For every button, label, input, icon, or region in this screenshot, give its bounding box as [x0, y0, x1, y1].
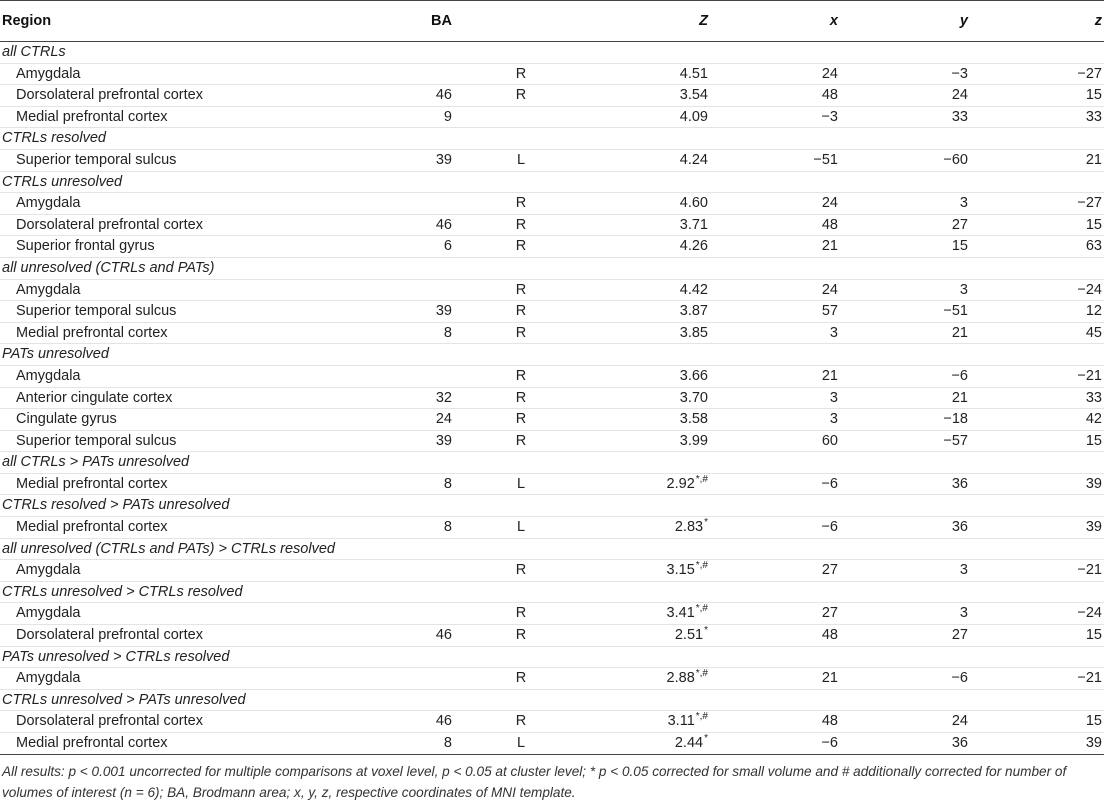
- cell-region: Superior temporal sulcus: [0, 149, 372, 171]
- cell-ba: [372, 193, 452, 215]
- cell-x: 57: [708, 301, 838, 323]
- cell-ba: [372, 560, 452, 582]
- cell-x: −6: [708, 733, 838, 755]
- z-score-value: 4.24: [679, 151, 708, 168]
- significance-marker: *,#: [695, 668, 708, 680]
- cell-z: 45: [968, 322, 1104, 344]
- cell-x: −6: [708, 517, 838, 539]
- cell-z: 33: [968, 387, 1104, 409]
- cell-z-score: [590, 149, 708, 171]
- cell-x: 21: [708, 668, 838, 690]
- significance-marker: *,#: [695, 603, 708, 615]
- group-label: CTRLs resolved: [0, 128, 1104, 150]
- z-score-value: 2.83: [674, 519, 704, 536]
- cell-z-score: [590, 409, 708, 431]
- cell-region: Anterior cingulate cortex: [0, 387, 372, 409]
- cell-z: 15: [968, 711, 1104, 733]
- cell-z-score: [590, 365, 708, 387]
- cell-y: 36: [838, 733, 968, 755]
- z-score-value: 3.99: [679, 432, 708, 449]
- cell-x: 24: [708, 63, 838, 85]
- cell-hemisphere: R: [452, 85, 590, 107]
- cell-z-score: [590, 193, 708, 215]
- cell-y: 15: [838, 236, 968, 258]
- group-label: CTRLs unresolved > PATs unresolved: [0, 689, 1104, 711]
- group-label: all CTRLs > PATs unresolved: [0, 452, 1104, 474]
- z-score-value: 3.71: [679, 216, 708, 233]
- cell-hemisphere: R: [452, 301, 590, 323]
- table-header: [0, 1, 1104, 42]
- cell-y: 36: [838, 473, 968, 495]
- table-row: [0, 733, 1104, 755]
- cell-ba: 9: [372, 106, 452, 128]
- group-label: CTRLs resolved > PATs unresolved: [0, 495, 1104, 517]
- cell-hemisphere: L: [452, 517, 590, 539]
- cell-y: −51: [838, 301, 968, 323]
- cell-hemisphere: R: [452, 365, 590, 387]
- group-header-row: [0, 452, 1104, 474]
- cell-x: 48: [708, 214, 838, 236]
- header-x: x: [708, 1, 838, 42]
- header-ba: BA: [372, 1, 452, 42]
- significance-marker: *,#: [695, 711, 708, 723]
- cell-z: 33: [968, 106, 1104, 128]
- cell-y: 27: [838, 625, 968, 647]
- z-score-value: 3.58: [679, 411, 708, 428]
- cell-region: Amygdala: [0, 668, 372, 690]
- significance-marker: *,#: [695, 560, 708, 572]
- cell-region: Superior temporal sulcus: [0, 301, 372, 323]
- table-row: [0, 214, 1104, 236]
- cell-x: −3: [708, 106, 838, 128]
- cell-x: 27: [708, 560, 838, 582]
- cell-ba: 8: [372, 733, 452, 755]
- z-score-value: 3.66: [679, 367, 708, 384]
- group-header-row: [0, 646, 1104, 668]
- cell-x: 24: [708, 279, 838, 301]
- cell-region: Medial prefrontal cortex: [0, 106, 372, 128]
- cell-z-score: [590, 322, 708, 344]
- cell-z: 15: [968, 430, 1104, 452]
- z-score-value: 3.70: [679, 389, 708, 406]
- z-score-value: 4.60: [679, 195, 708, 212]
- table-row: [0, 625, 1104, 647]
- cell-z-score: [590, 387, 708, 409]
- cell-region: Medial prefrontal cortex: [0, 733, 372, 755]
- cell-z-score: [590, 106, 708, 128]
- table-row: [0, 387, 1104, 409]
- cell-region: Dorsolateral prefrontal cortex: [0, 85, 372, 107]
- cell-hemisphere: L: [452, 473, 590, 495]
- cell-hemisphere: R: [452, 409, 590, 431]
- cell-x: 60: [708, 430, 838, 452]
- header-row: [0, 1, 1104, 42]
- header-hemisphere: [452, 1, 590, 42]
- cell-z: 39: [968, 473, 1104, 495]
- cell-y: 3: [838, 603, 968, 625]
- cell-z-score: [590, 236, 708, 258]
- cell-ba: 8: [372, 517, 452, 539]
- table-row: [0, 301, 1104, 323]
- table-body: [0, 42, 1104, 755]
- cell-y: 3: [838, 560, 968, 582]
- z-score-value: 4.42: [679, 281, 708, 298]
- group-header-row: [0, 42, 1104, 64]
- cell-hemisphere: R: [452, 214, 590, 236]
- cell-ba: 32: [372, 387, 452, 409]
- cell-hemisphere: R: [452, 668, 590, 690]
- cell-z-score: [590, 430, 708, 452]
- cell-z: −21: [968, 668, 1104, 690]
- cell-ba: 39: [372, 149, 452, 171]
- cell-z: −21: [968, 365, 1104, 387]
- table-row: [0, 106, 1104, 128]
- table-row: [0, 430, 1104, 452]
- cell-ba: 46: [372, 711, 452, 733]
- cell-z: −24: [968, 603, 1104, 625]
- cell-hemisphere: R: [452, 711, 590, 733]
- cell-y: −60: [838, 149, 968, 171]
- cell-z-score: [590, 625, 708, 647]
- cell-ba: 8: [372, 322, 452, 344]
- cell-z: 15: [968, 85, 1104, 107]
- cell-z: 42: [968, 409, 1104, 431]
- cell-z-score: [590, 301, 708, 323]
- cell-hemisphere: R: [452, 625, 590, 647]
- cell-y: 21: [838, 322, 968, 344]
- cell-hemisphere: R: [452, 560, 590, 582]
- group-label: all unresolved (CTRLs and PATs) > CTRLs resolved: [0, 538, 1104, 560]
- z-score-value: 4.09: [679, 108, 708, 125]
- cell-y: 36: [838, 517, 968, 539]
- z-score-value: 4.26: [679, 238, 708, 255]
- cell-ba: 46: [372, 625, 452, 647]
- cell-region: Amygdala: [0, 560, 372, 582]
- cell-region: Dorsolateral prefrontal cortex: [0, 711, 372, 733]
- cell-hemisphere: R: [452, 387, 590, 409]
- group-header-row: [0, 128, 1104, 150]
- table-row: [0, 560, 1104, 582]
- group-header-row: [0, 344, 1104, 366]
- header-y: y: [838, 1, 968, 42]
- group-header-row: [0, 581, 1104, 603]
- cell-y: 21: [838, 387, 968, 409]
- z-score-value: 3.15: [666, 562, 695, 579]
- cell-region: Superior temporal sulcus: [0, 430, 372, 452]
- table-row: [0, 409, 1104, 431]
- cell-hemisphere: R: [452, 63, 590, 85]
- z-score-value: 3.87: [679, 303, 708, 320]
- cell-region: Amygdala: [0, 603, 372, 625]
- cell-ba: [372, 63, 452, 85]
- cell-y: −6: [838, 365, 968, 387]
- cell-region: Dorsolateral prefrontal cortex: [0, 625, 372, 647]
- cell-hemisphere: R: [452, 236, 590, 258]
- cell-region: Amygdala: [0, 63, 372, 85]
- cell-x: 3: [708, 387, 838, 409]
- z-score-value: 3.54: [679, 87, 708, 104]
- z-score-value: 2.44: [674, 735, 704, 751]
- table-row: [0, 193, 1104, 215]
- table-row: [0, 517, 1104, 539]
- cell-hemisphere: L: [452, 149, 590, 171]
- cell-x: 48: [708, 711, 838, 733]
- cell-z-score: [590, 711, 708, 733]
- cell-z: 63: [968, 236, 1104, 258]
- z-score-value: 3.41: [666, 605, 695, 622]
- cell-ba: 39: [372, 430, 452, 452]
- cell-y: −3: [838, 63, 968, 85]
- cell-hemisphere: R: [452, 430, 590, 452]
- table-row: [0, 149, 1104, 171]
- z-score-value: 2.51: [674, 627, 704, 644]
- cell-hemisphere: R: [452, 279, 590, 301]
- cell-x: 48: [708, 625, 838, 647]
- group-header-row: [0, 689, 1104, 711]
- significance-marker: *: [704, 625, 708, 637]
- table-footnote: All results: p < 0.001 uncorrected for multiple comparisons at voxel level, p < 0.05 at cluster level; * p < 0.05 corrected for small volume and # additionally corrected for number of volumes of interest (n = 6); BA, Brodmann area; x, y, z, respective coordinates of MNI template.: [2, 763, 1067, 800]
- cell-z: −27: [968, 193, 1104, 215]
- table-row: [0, 85, 1104, 107]
- cell-z-score: [590, 733, 708, 755]
- cell-region: Medial prefrontal cortex: [0, 322, 372, 344]
- group-label: all CTRLs: [2, 44, 66, 60]
- cell-hemisphere: L: [452, 733, 590, 755]
- group-header-row: [0, 257, 1104, 279]
- cell-ba: [372, 603, 452, 625]
- cell-y: 24: [838, 85, 968, 107]
- cell-ba: 46: [372, 85, 452, 107]
- cell-x: −6: [708, 473, 838, 495]
- cell-ba: [372, 279, 452, 301]
- group-header-row: [0, 495, 1104, 517]
- cell-ba: 39: [372, 301, 452, 323]
- group-label: PATs unresolved: [0, 344, 1104, 366]
- cell-z-score: [590, 668, 708, 690]
- cell-ba: [372, 365, 452, 387]
- cell-region: Superior frontal gyrus: [0, 236, 372, 258]
- cell-z: 12: [968, 301, 1104, 323]
- cell-y: 3: [838, 193, 968, 215]
- cell-region: Amygdala: [0, 193, 372, 215]
- cell-z: 39: [968, 733, 1104, 755]
- cell-z: −24: [968, 279, 1104, 301]
- z-score-value: 4.51: [679, 65, 708, 82]
- z-score-value: 3.11: [667, 713, 695, 730]
- cell-ba: 8: [372, 473, 452, 495]
- cell-hemisphere: R: [452, 603, 590, 625]
- cell-region: Medial prefrontal cortex: [0, 473, 372, 495]
- significance-marker: *: [704, 733, 708, 744]
- cell-hemisphere: [452, 106, 590, 128]
- cell-x: 3: [708, 322, 838, 344]
- group-label: all unresolved (CTRLs and PATs): [0, 257, 1104, 279]
- cell-region: Amygdala: [0, 279, 372, 301]
- cell-y: 24: [838, 711, 968, 733]
- table-row: [0, 603, 1104, 625]
- header-z-score: Z: [590, 1, 708, 42]
- group-label: CTRLs unresolved > CTRLs resolved: [0, 581, 1104, 603]
- cell-region: Medial prefrontal cortex: [0, 517, 372, 539]
- cell-region: Dorsolateral prefrontal cortex: [0, 214, 372, 236]
- cell-x: 21: [708, 365, 838, 387]
- header-region: Region: [0, 1, 372, 42]
- cell-z-score: [590, 517, 708, 539]
- cell-ba: 24: [372, 409, 452, 431]
- cell-region: Amygdala: [0, 365, 372, 387]
- cell-x: −51: [708, 149, 838, 171]
- cell-y: −18: [838, 409, 968, 431]
- cell-x: 3: [708, 409, 838, 431]
- cell-z-score: [590, 279, 708, 301]
- cell-z-score: [590, 85, 708, 107]
- cell-z-score: [590, 214, 708, 236]
- group-header-row: [0, 538, 1104, 560]
- table-row: [0, 279, 1104, 301]
- cell-z: 15: [968, 625, 1104, 647]
- cell-hemisphere: R: [452, 322, 590, 344]
- cell-y: 33: [838, 106, 968, 128]
- cell-z: 39: [968, 517, 1104, 539]
- table-row: [0, 711, 1104, 733]
- cell-z: 15: [968, 214, 1104, 236]
- z-score-value: 2.92: [666, 475, 695, 492]
- cell-y: 27: [838, 214, 968, 236]
- cell-z: −27: [968, 63, 1104, 85]
- cell-z: 21: [968, 149, 1104, 171]
- cell-x: 21: [708, 236, 838, 258]
- table-row: [0, 236, 1104, 258]
- cell-region: Cingulate gyrus: [0, 409, 372, 431]
- table-row: [0, 63, 1104, 85]
- header-z: z: [968, 1, 1104, 42]
- cell-z: −21: [968, 560, 1104, 582]
- cell-ba: [372, 668, 452, 690]
- cell-hemisphere: R: [452, 193, 590, 215]
- cell-x: 24: [708, 193, 838, 215]
- significance-marker: *: [704, 517, 708, 529]
- cell-ba: 46: [372, 214, 452, 236]
- cell-y: −6: [838, 668, 968, 690]
- table-row: [0, 668, 1104, 690]
- cell-y: −57: [838, 430, 968, 452]
- group-label: PATs unresolved > CTRLs resolved: [0, 646, 1104, 668]
- cell-y: 3: [838, 279, 968, 301]
- table-row: [0, 322, 1104, 344]
- z-score-value: 3.85: [679, 324, 708, 341]
- z-score-value: 2.88: [666, 670, 695, 687]
- cell-z-score: [590, 63, 708, 85]
- cell-ba: 6: [372, 236, 452, 258]
- table-row: [0, 365, 1104, 387]
- cell-z-score: [590, 560, 708, 582]
- cell-x: 48: [708, 85, 838, 107]
- group-label: CTRLs unresolved: [0, 171, 1104, 193]
- group-header-row: [0, 171, 1104, 193]
- significance-marker: *,#: [695, 473, 708, 485]
- table-row: [0, 473, 1104, 495]
- cell-z-score: [590, 473, 708, 495]
- cell-z-score: [590, 603, 708, 625]
- cell-x: 27: [708, 603, 838, 625]
